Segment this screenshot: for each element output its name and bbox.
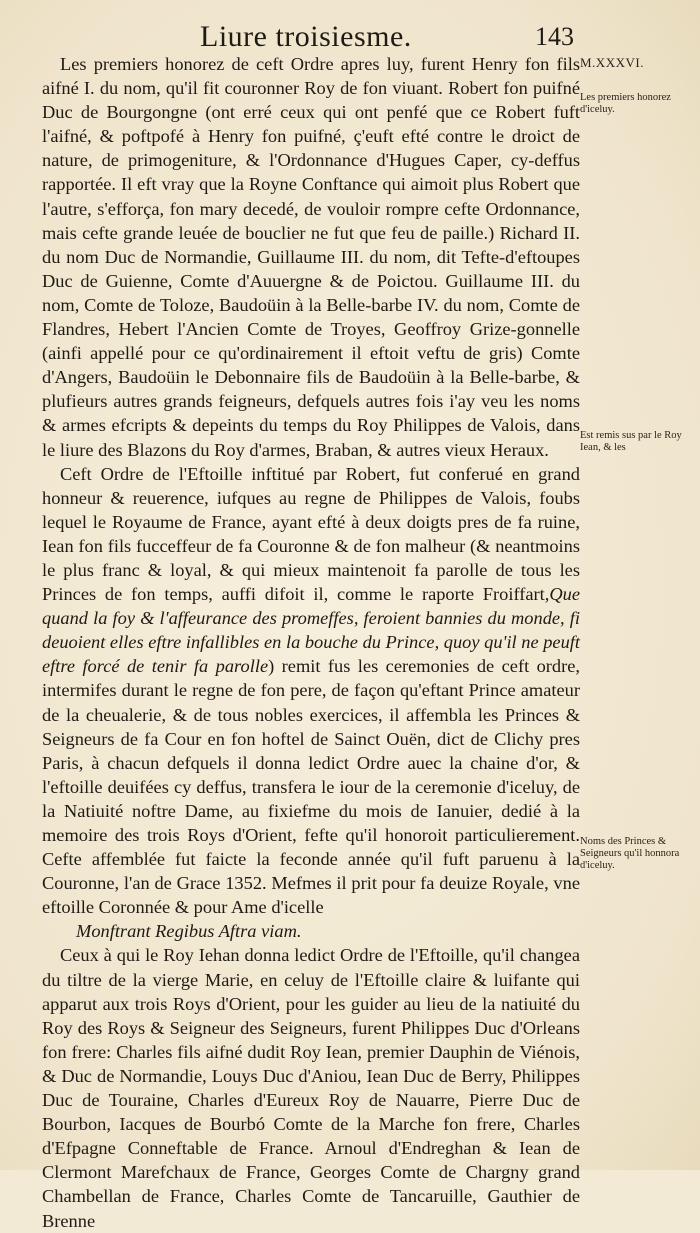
margin-note-names: Noms des Princes & Seigneurs qu'il honnora d'iceluy. <box>580 836 680 871</box>
running-header <box>0 8 700 53</box>
paragraph-order-restored-start: Ceft Ordre de l'Eftoille inftitué par Robert, fut conferué en grand honneur & reuerence, iufques au regne de Philippes de Valois, foubs lequel le Royaume de France, ayant efté à deux doigts pres de fa ruine, Iean fon fils fucceffeur de fa Couronne & de fon malheur (& neantmoins le plus franc & loyal, & qui mieux maintenoit fa parolle de tous les Princes de fon temps, auffi difoit il, comme le raporte Froiffart, <box>42 463 580 605</box>
margin-note-first-honored: Les premiers honorez d'iceluy. <box>580 92 671 115</box>
froissart-quote: Que quand la foy & l'affeurance des promeffes, feroient bannies du monde, fi deuoient elles eftre infallibles en la bouche du Prince, quoy qu'il ne peuft eftre forcé de tenir fa parolle <box>42 584 580 677</box>
margin-note-restored: Est remis sus par le Roy Iean, & les <box>580 430 682 453</box>
paragraph-order-restored-end: ) remit fus les ceremonies de ceft ordre, intermifes durant le regne de fon pere, de façon qu'eftant Prince amateur de la cheualerie, & de tous nobles exercices, il affembla les Princes & Seigneurs de fa Cour en fon hoftel de Sainct Ouën, dict de Clichy pres Paris, à chacun defquels il donna ledict Ordre auec la chaine d'or, & l'eftoille deuifées cy deffus, transfera le iour de la ceremonie d'iceluy, de la Natiuité noftre Dame, au fixiefme du mois de Ianuier, dedié à la memoire des trois Roys d'Orient, fefte qu'il honoroit particulierement. Cefte affemblée fut faicte la feconde année qu'il fuft paruenu à la Couronne, l'an de Grace 1352. Mefmes il prit pour fa deuize Royale, vne eftoille Coronnée & pour Ame d'icelle <box>42 656 581 918</box>
main-text <box>42 52 580 1233</box>
royal-motto: Monftrant Regibus Aftra viam. <box>76 921 302 942</box>
paragraph-order-restored <box>42 462 580 920</box>
paragraph-knights-list: Ceux à qui le Roy Iehan donna ledict Ordre de l'Eftoille, qu'il changea du tiltre de la vierge Marie, en celuy de l'Eftoille claire & luifante qui apparut aux trois Roys d'Orient, pour les guider au lieu de la natiuité du Roy des Roys & Seigneur des Seigneurs, furent Philippes Duc d'Orleans fon frere: Charles fils aifné dudit Roy Iean, premier Dauphin de Viénois, & Duc de Normandie, Louys Duc d'Aniou, Iean Duc de Berry, Philippes Duc de Touraine, Charles d'Eureux Roy de Nauarre, Pierre Duc de Bourbon, Iacques de Bourbó Comte de la Marche fon frere, Charles d'Efpagne Conneftable de France. Arnoul d'Endreghan & Iean de Clermont Marefchaux de France, Georges Comte de Chargny grand Chambellan de France, Charles Comte de Tancaruille, Gauthier de Brenne <box>42 945 580 1231</box>
paragraph-first-honored: Les premiers honorez de ceft Ordre apres luy, furent Henry fon fils aifné I. du nom, qu'il fit couronner Roy de fon viuant. Robert fon puifné Duc de Bourgongne (ont erré ceux qui ont penfé que ce Robert fuft l'aifné, & poftpofé à Henry fon puifné, ç'euft efté contre le droict de nature, de primogeniture, & l'Ordonnance d'Hugues Caper, cy-deffus rapportée. Il eft vray que la Royne Conftance qui aimoit plus Robert que l'autre, s'efforça, fon mary decedé, de vouloir rompre cefte Ordonnance, mais cefte grande leuée de bouclier ne fut que feu de paille.) Richard II. du nom Duc de Normandie, Guillaume III. du nom, dit Tefte-d'eftoupes Duc de Guienne, Comte d'Auuergne & de Poictou. Guillaume III. du nom, Comte de Toloze, Baudoüin à la Belle-barbe IV. du nom, Comte de Flandres, Hebert l'Ancien Comte de Troyes, Geoffroy Grize-gonnelle (ainfi appellé pour ce qu'ordinairement il eftoit veftu de gris) Comte d'Angers, Baudoüin le Debonnaire fils de Baudoüin à la Belle-barbe, & plufieurs autres grands feigneurs, defquels autres fois i'ay veu les noms & armes efcripts & depeints du temps du Roy Philippes de Valois, dans le liure des Blazons du Roy d'armes, Braban, & autres vieux Heraux. <box>42 54 580 460</box>
running-title: Liure troisiesme. <box>200 20 412 53</box>
page-number: 143 <box>535 22 574 51</box>
margin-year: M.XXXVI. <box>580 55 644 70</box>
